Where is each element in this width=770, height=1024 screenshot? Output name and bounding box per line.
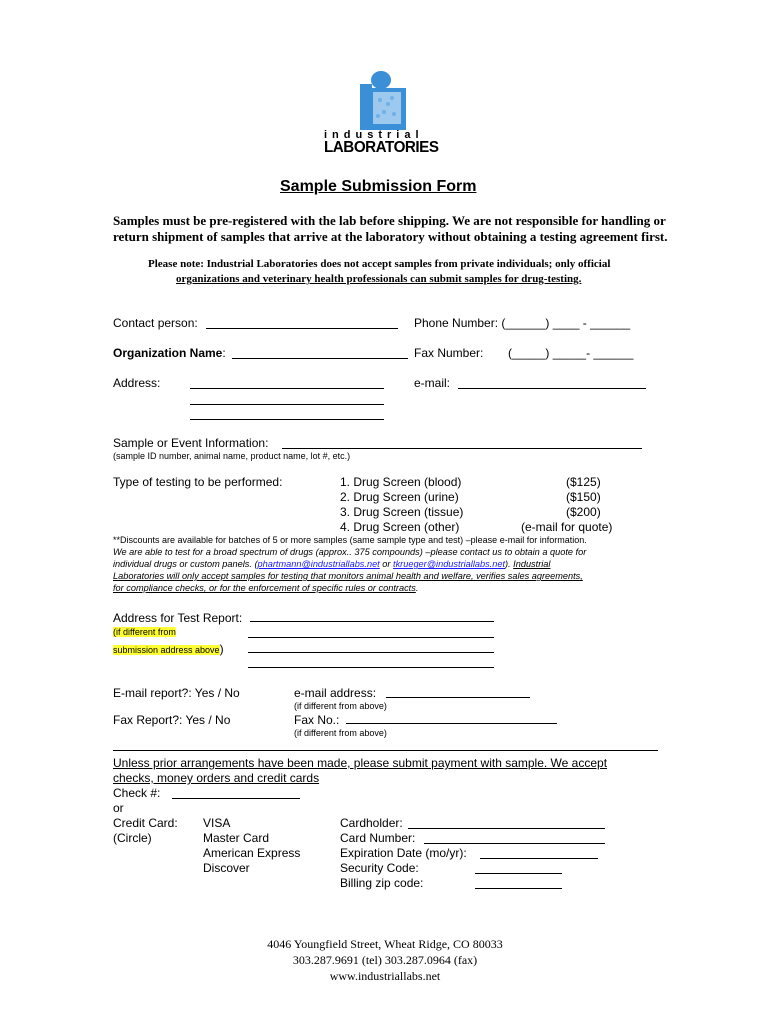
contact-person-field[interactable] [206,328,398,329]
test-price-blood: ($125) [566,475,601,489]
if-different-note-2 [113,642,224,656]
address-field-line-1[interactable] [190,388,384,389]
broad-spectrum-or: or [379,559,394,569]
card-option-discover[interactable]: Discover [203,861,250,875]
section-divider [113,750,658,751]
circle-label: (Circle) [113,831,152,845]
report-fax-field[interactable] [346,723,557,724]
broad-spectrum-text-a: individual drugs or custom panels. ( [113,559,258,569]
payment-note-line-1: Unless prior arrangements have been made, please submit payment with sample. We accept [113,756,608,770]
report-email-label: e-mail address: [294,686,377,700]
fax-number-label: Fax Number: [414,346,484,360]
organization-name-text: Organization Name [113,346,223,360]
address-label: Address: [113,376,161,390]
sample-info-field[interactable] [282,448,642,449]
if-different-note-2-text: submission address above [113,645,220,655]
email-field[interactable] [458,388,646,389]
broad-spectrum-line-4-end: . [415,583,419,593]
billing-zip-field[interactable] [475,888,562,889]
test-option-blood[interactable]: 1. Drug Screen (blood) [340,475,462,489]
card-option-mastercard[interactable]: Master Card [203,831,270,845]
private-note-line-1: Please note: Industrial Laboratories does not accept samples from private individuals; only official [148,258,611,270]
email-label: e-mail: [414,376,451,390]
expiration-field[interactable] [480,858,598,859]
test-price-tissue: ($200) [566,505,601,519]
expiration-label: Expiration Date (mo/yr): [340,846,467,860]
logo-text-laboratories: LABORATORIES [324,139,439,156]
email-link-phartmann[interactable]: phartmann@industriallabs.net [257,559,380,569]
email-link-tkrueger[interactable]: tkrueger@industriallabs.net [393,559,505,569]
broad-spectrum-line-3: Laboratories will only accept samples for testing that monitors animal health and welfare, verifies sales agreements, [113,571,583,581]
broad-spectrum-text-b: ). [505,559,514,569]
report-address-field-1[interactable] [250,621,494,622]
credit-card-label: Credit Card: [113,816,178,830]
broad-spectrum-line-1: We are able to test for a broad spectrum of drugs (approx.. 375 compounds) –please contact us to obtain a quote for [113,547,587,557]
contact-person-label: Contact person: [113,316,198,330]
shipping-notice-line-2: return shipment of samples that arrive at the laboratory without obtaining a testing agreement first. [113,229,668,244]
report-address-label: Address for Test Report: [113,611,243,625]
fax-report-choice[interactable]: Fax Report?: Yes / No [113,713,231,727]
payment-note-line-2: checks, money orders and credit cards [113,771,320,785]
logo-text-industrial: industrial [324,129,424,141]
broad-spectrum-line-4 [113,583,418,593]
test-option-other[interactable]: 4. Drug Screen (other) [340,520,460,534]
footer-address: 4046 Youngfield Street, Wheat Ridge, CO 80033 [267,937,503,951]
broad-spectrum-text-c: Industrial [513,559,551,569]
security-code-field[interactable] [475,873,562,874]
shipping-notice-line-1: Samples must be pre-registered with the lab before shipping. We are not responsible for handling or [113,213,666,228]
check-label: Check #: [113,786,161,800]
report-email-hint: (if different from above) [294,701,387,711]
cardholder-field[interactable] [408,828,605,829]
organization-name-field[interactable] [232,358,408,359]
if-different-note-2-close: ) [219,642,224,656]
address-field-line-3[interactable] [190,419,384,420]
report-address-field-4[interactable] [248,667,494,668]
testing-type-label: Type of testing to be performed: [113,475,283,489]
if-different-note-1: (if different from [113,627,176,637]
card-number-field[interactable] [424,843,605,844]
address-field-line-2[interactable] [190,404,384,405]
check-number-field[interactable] [172,798,300,799]
discount-note: **Discounts are available for batches of 5 or more samples (same sample type and test) –please e-mail for information. [113,535,587,545]
report-fax-label: Fax No.: [294,713,340,727]
sample-info-label: Sample or Event Information: [113,436,269,450]
billing-zip-label: Billing zip code: [340,876,424,890]
test-option-tissue[interactable]: 3. Drug Screen (tissue) [340,505,464,519]
report-address-field-2[interactable] [248,637,494,638]
or-label: or [113,801,124,815]
report-address-field-3[interactable] [248,652,494,653]
fax-number-field[interactable]: (_____) _____- ______ [508,346,634,360]
test-option-urine[interactable]: 2. Drug Screen (urine) [340,490,459,504]
test-price-urine: ($150) [566,490,601,504]
broad-spectrum-line-2 [113,559,550,569]
card-number-label: Card Number: [340,831,416,845]
broad-spectrum-line-4-text: for compliance checks, or for the enforcement of specific rules or contracts [113,583,416,593]
sample-info-hint: (sample ID number, animal name, product name, lot #, etc.) [113,451,351,461]
test-price-other: (e-mail for quote) [521,520,613,534]
card-option-amex[interactable]: American Express [203,846,301,860]
phone-number-field[interactable]: Phone Number: (______) ____ - ______ [414,316,631,330]
private-note-line-2: organizations and veterinary health professionals can submit samples for drug-testing. [176,273,582,285]
cardholder-label: Cardholder: [340,816,403,830]
footer-website[interactable]: www.industriallabs.net [329,969,441,983]
report-email-field[interactable] [386,697,530,698]
report-fax-hint: (if different from above) [294,728,387,738]
card-option-visa[interactable]: VISA [203,816,231,830]
footer-phones: 303.287.9691 (tel) 303.287.0964 (fax) [292,953,478,967]
email-report-choice[interactable]: E-mail report?: Yes / No [113,686,240,700]
organization-name-colon: : [222,346,226,360]
organization-name-label [113,346,226,360]
security-code-label: Security Code: [340,861,419,875]
page-title: Sample Submission Form [280,178,477,195]
